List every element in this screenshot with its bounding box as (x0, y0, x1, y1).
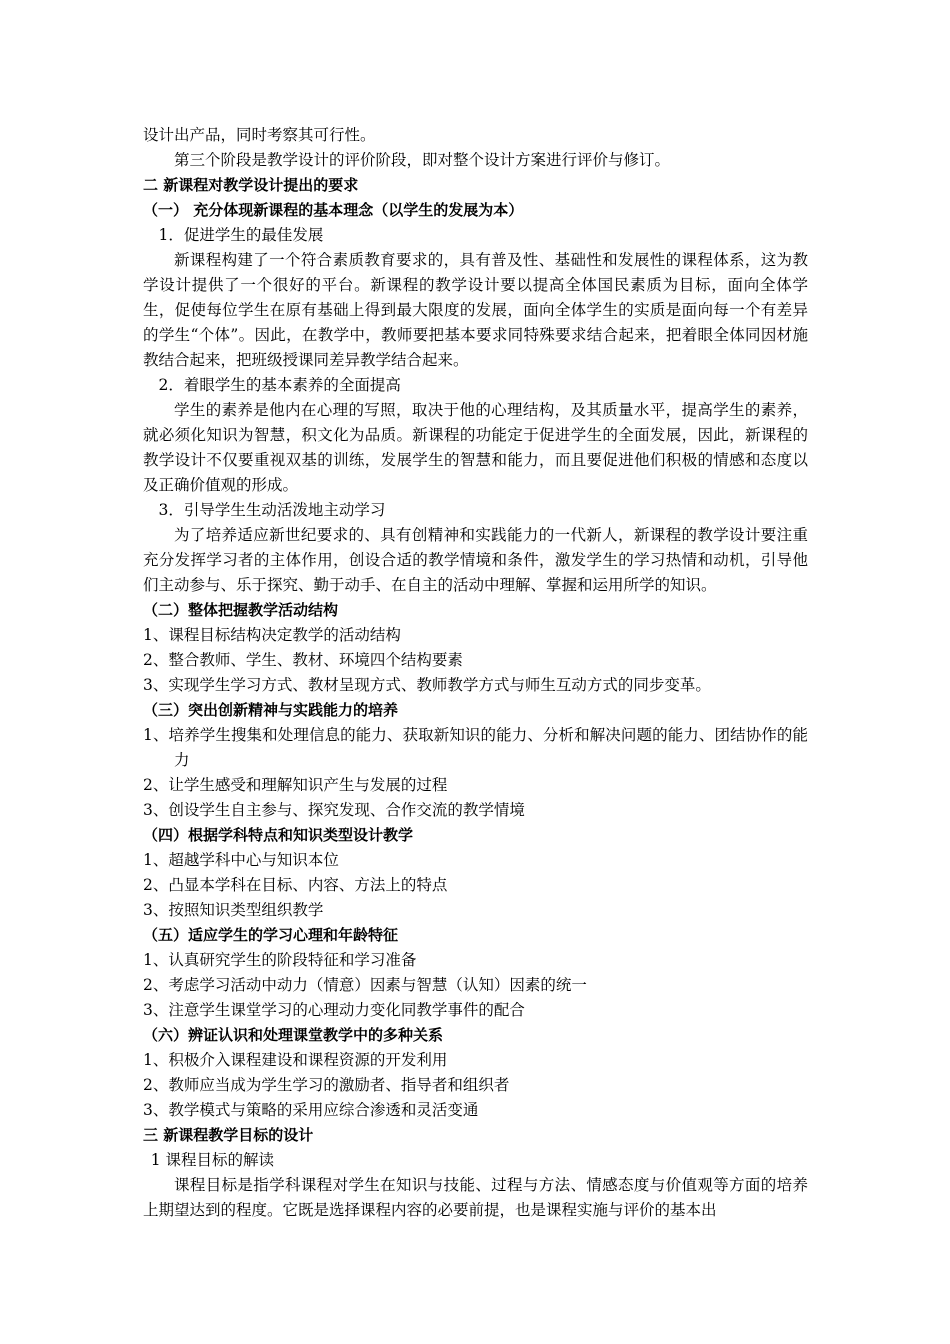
list-item: 2、考虑学习活动中动力（情意）因素与智慧（认知）因素的统一 (143, 976, 587, 994)
list-item: 3、实现学生学习方式、教材呈现方式、教师教学方式与师生互动方式的同步变革。 (143, 676, 711, 694)
list-item: 1、课程目标结构决定教学的活动结构 (143, 626, 401, 644)
sub-item-heading: 1 课程目标的解读 (150, 1151, 275, 1169)
paragraph: 学生的素养是他内在心理的写照，取决于他的心理结构，及其质量水平，提高学生的素养，就必须化知识为智慧，积文化为品质。新课程的功能定于促进学生的全面发展，因此，新课程的教学设计不仅要重视双基的训练，发展学生的智慧和能力，而且要促进他们积极的情感和态度以及正确价值观的形成。 (143, 401, 808, 494)
list-item: 3、按照知识类型组织教学 (143, 901, 324, 919)
list-item: 2、整合教师、学生、教材、环境四个结构要素 (143, 651, 463, 669)
paragraph: 设计出产品，同时考察其可行性。 (143, 126, 376, 144)
list-item: 1、认真研究学生的阶段特征和学习准备 (143, 951, 417, 969)
section-heading: 三 新课程教学目标的设计 (143, 1126, 314, 1144)
sub-item-heading: 3．引导学生生动活泼地主动学习 (158, 501, 386, 519)
section-heading: 二 新课程对教学设计提出的要求 (143, 176, 359, 194)
subsection-heading: （二）整体把握教学活动结构 (143, 601, 339, 619)
list-item: 2、教师应当成为学生学习的激励者、指导者和组织者 (143, 1076, 510, 1094)
subsection-heading: （四）根据学科特点和知识类型设计教学 (143, 826, 414, 844)
list-item: 2、让学生感受和理解知识产生与发展的过程 (143, 776, 448, 794)
paragraph: 课程目标是指学科课程对学生在知识与技能、过程与方法、情感态度与价值观等方面的培养上期望达到的程度。它既是选择课程内容的必要前提，也是课程实施与评价的基本出 (143, 1176, 808, 1219)
list-item: 1、超越学科中心与知识本位 (143, 851, 339, 869)
subsection-heading: （三）突出创新精神与实践能力的培养 (143, 701, 399, 719)
paragraph: 新课程构建了一个符合素质教育要求的，具有普及性、基础性和发展性的课程体系，这为教学设计提供了一个很好的平台。新课程的教学设计要以提高全体国民素质为目标，面向全体学生，促使每位学生在原有基础上得到最大限度的发展，面向全体学生的实质是面向每一个有差异的学生“个体”。因此，在教学中，教师要把基本要求同特殊要求结合起来，把着眼全体同因材施教结合起来，把班级授课同差异教学结合起来。 (143, 251, 808, 369)
list-item: 1、积极介入课程建设和课程资源的开发利用 (143, 1051, 448, 1069)
list-item: 1、培养学生搜集和处理信息的能力、获取新知识的能力、分析和解决问题的能力、团结协作的能力 (143, 726, 808, 769)
paragraph: 第三个阶段是教学设计的评价阶段，即对整个设计方案进行评价与修订。 (174, 151, 671, 169)
subsection-heading: （一） 充分体现新课程的基本理念（以学生的发展为本） (143, 201, 524, 219)
sub-item-heading: 2．着眼学生的基本素养的全面提高 (158, 376, 401, 394)
list-item: 3、注意学生课堂学习的心理动力变化同教学事件的配合 (143, 1001, 525, 1019)
list-item: 3、教学模式与策略的采用应综合渗透和灵活变通 (143, 1101, 479, 1119)
subsection-heading: （六）辨证认识和处理课堂教学中的多种关系 (143, 1026, 444, 1044)
sub-item-heading: 1．促进学生的最佳发展 (158, 226, 324, 244)
subsection-heading: （五）适应学生的学习心理和年龄特征 (143, 926, 399, 944)
list-item: 3、创设学生自主参与、探究发现、合作交流的教学情境 (143, 801, 525, 819)
paragraph: 为了培养适应新世纪要求的、具有创精神和实践能力的一代新人，新课程的教学设计要注重充分发挥学习者的主体作用，创设合适的教学情境和条件，激发学生的学习热情和动机，引导他们主动参与、乐于探究、勤于动手、在自主的活动中理解、掌握和运用所学的知识。 (143, 526, 808, 594)
list-item: 2、凸显本学科在目标、内容、方法上的特点 (143, 876, 448, 894)
document-body (143, 123, 808, 1223)
